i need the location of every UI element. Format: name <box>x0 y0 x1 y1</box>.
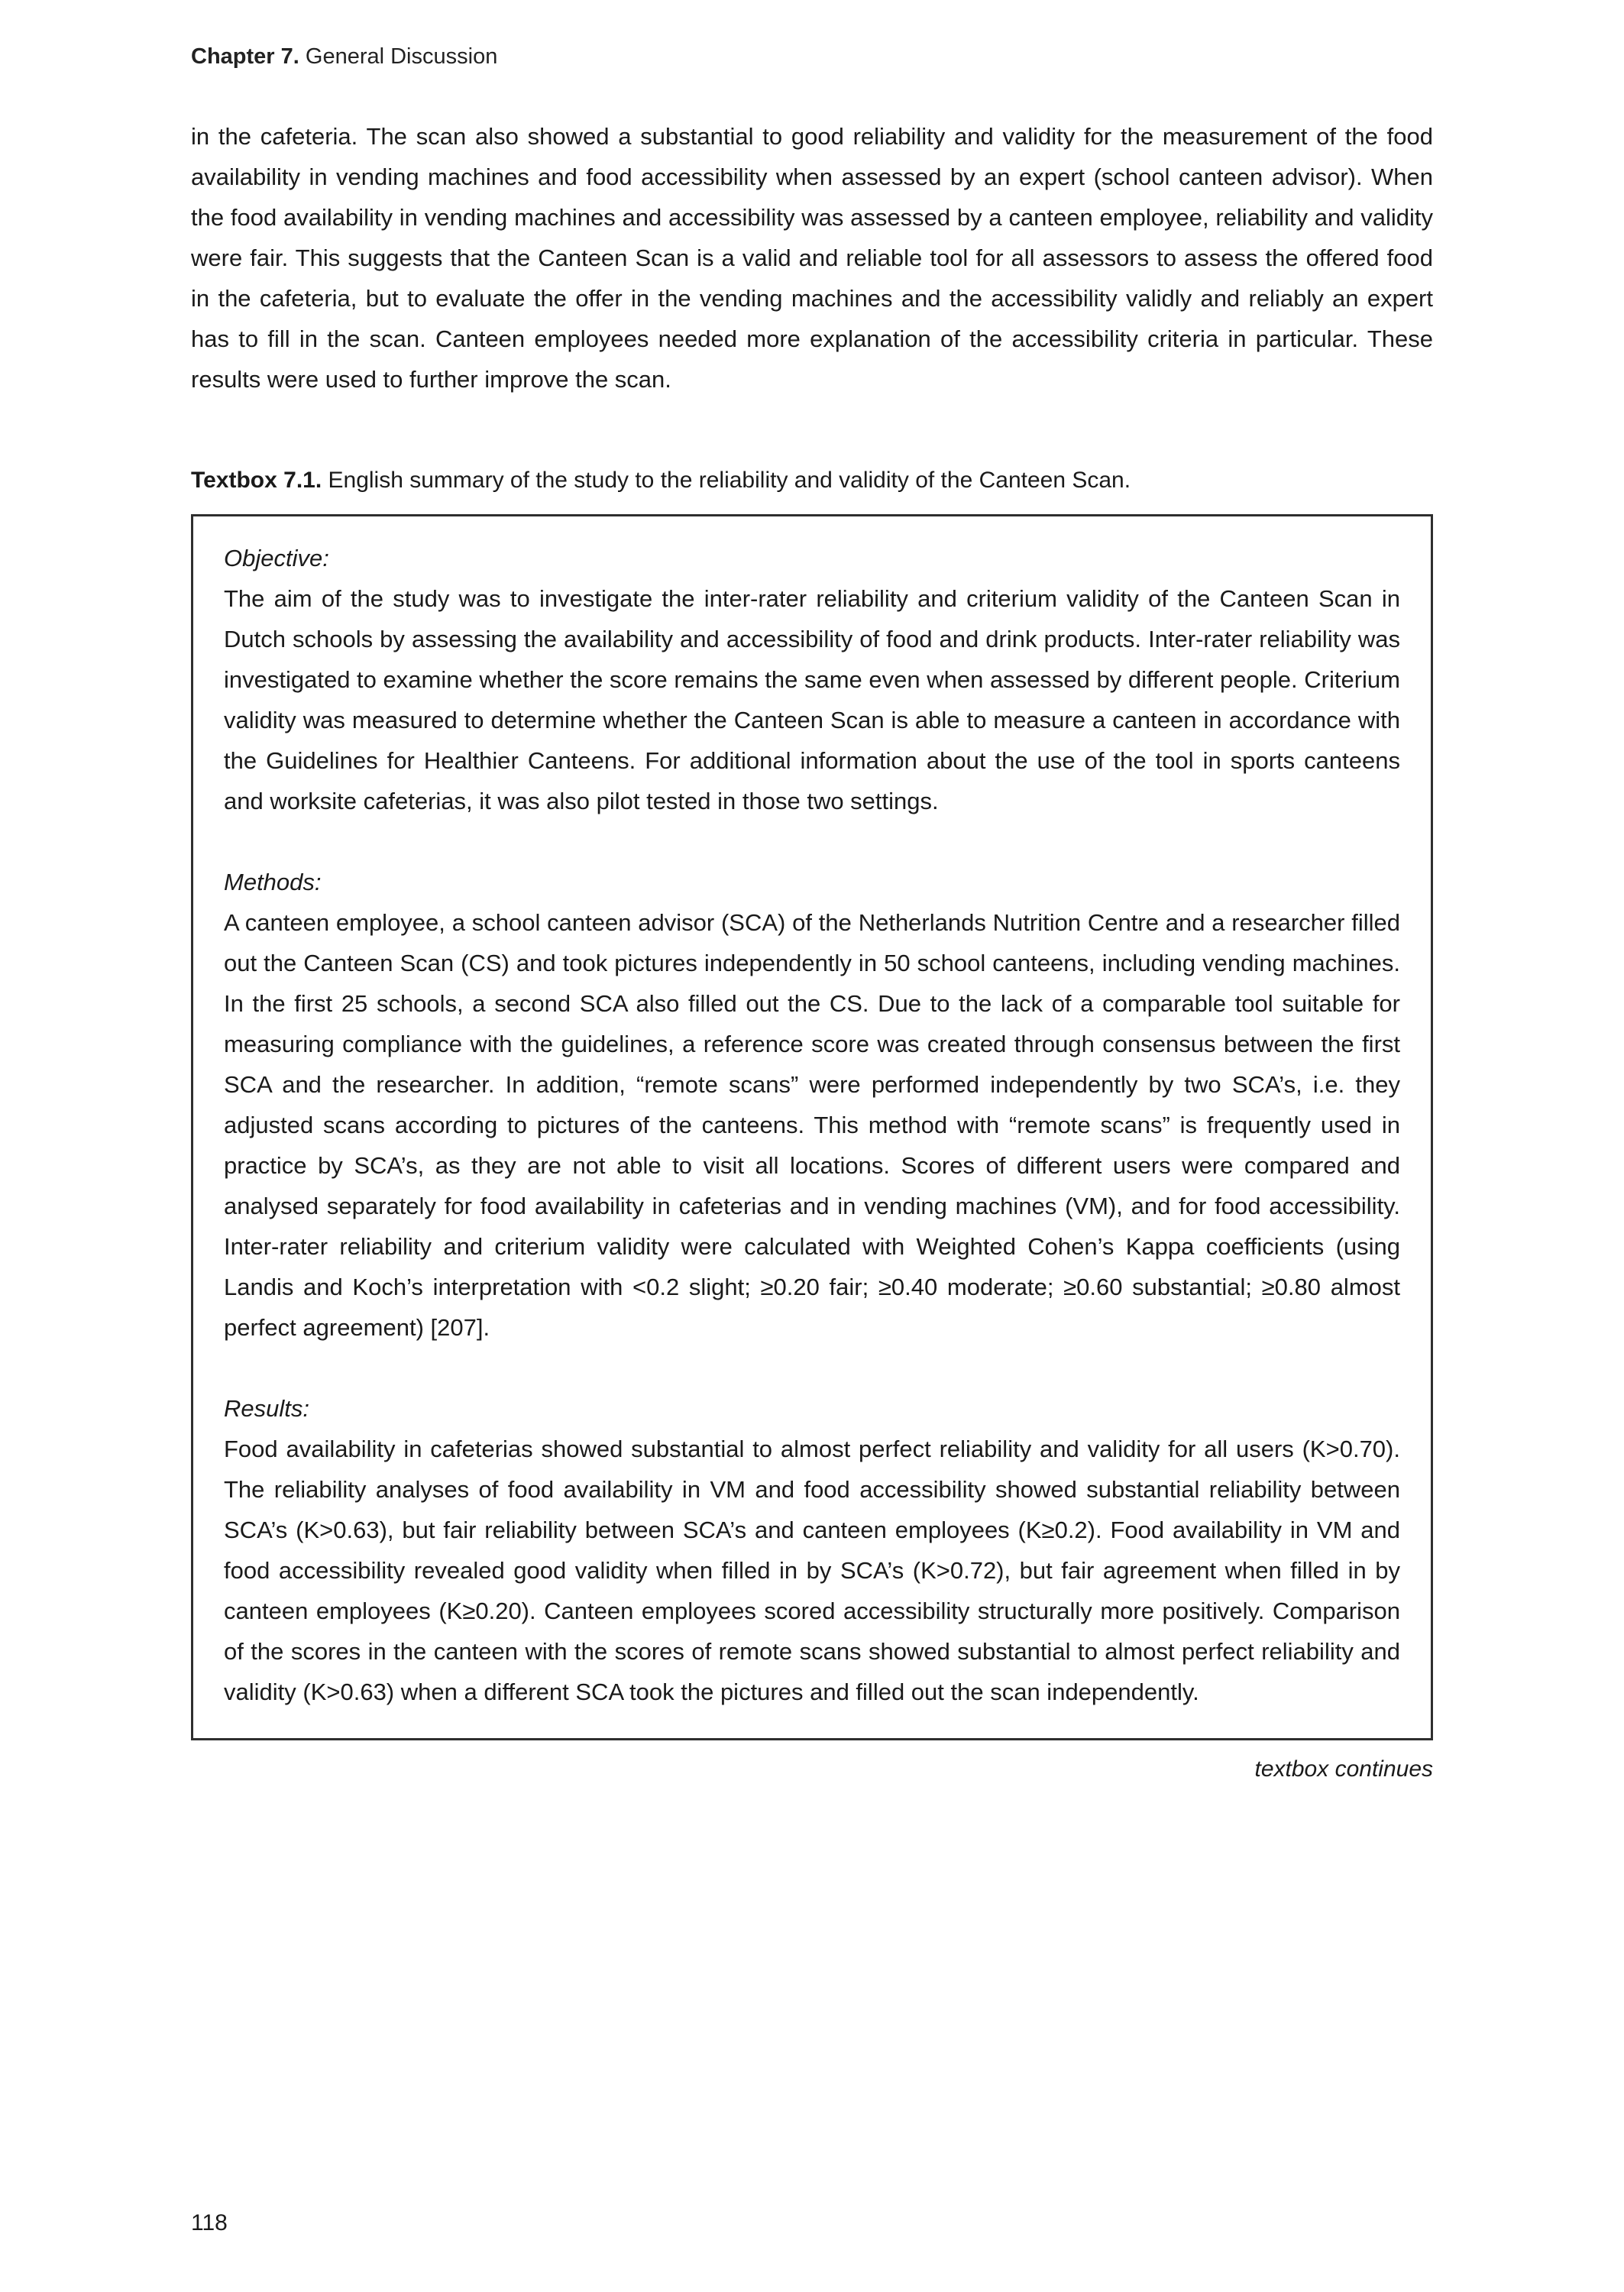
chapter-label: Chapter 7. <box>191 44 299 69</box>
section-methods-heading: Methods: <box>224 869 322 895</box>
section-objective-heading: Objective: <box>224 545 329 571</box>
page-number: 118 <box>191 2210 228 2235</box>
chapter-title: General Discussion <box>299 44 498 69</box>
textbox-caption <box>191 464 1433 497</box>
textbox-7-1 <box>191 514 1433 1740</box>
section-results-body: Food availability in cafeterias showed substantial to almost perfect reliability and validity for all users (K>0.70). The reliability analyses of food availability in VM and food accessibility showed substantial reliability between SCA’s (K>0.63), but fair reliability between SCA’s and canteen employees (K≥0.2). Food availability in VM and food accessibility revealed good validity when filled in by SCA’s (K>0.72), but fair agreement when filled in by canteen employees (K≥0.20). Canteen employees scored accessibility structurally more positively. Comparison of the scores in the canteen with the scores of remote scans showed substantial to almost perfect reliability and validity (K>0.63) when a different SCA took the pictures and filled out the scan independently. <box>224 1436 1400 1705</box>
textbox-caption-label: Textbox 7.1. <box>191 468 322 493</box>
section-methods <box>224 862 1400 1348</box>
section-results-heading: Results: <box>224 1395 309 1422</box>
textbox-caption-text: English summary of the study to the reliability and validity of the Canteen Scan. <box>322 468 1131 493</box>
intro-paragraph: in the cafeteria. The scan also showed a substantial to good reliability and validity for the measurement of the food availability in vending machines and food accessibility when assessed by an expert (school canteen advisor). When the food availability in vending machines and accessibility was assessed by a canteen employee, reliability and validity were fair. This suggests that the Canteen Scan is a valid and reliable tool for all assessors to assess the offered food in the cafeteria, but to evaluate the offer in the vending machines and the accessibility validly and reliably an expert has to fill in the scan. Canteen employees needed more explanation of the accessibility criteria in particular. These results were used to further improve the scan. <box>191 123 1433 393</box>
section-methods-body: A canteen employee, a school canteen advisor (SCA) of the Netherlands Nutrition Centre and a researcher filled out the Canteen Scan (CS) and took pictures independently in 50 school canteens, including vending machines. In the first 25 schools, a second SCA also filled out the CS. Due to the lack of a comparable tool suitable for measuring compliance with the guidelines, a reference score was created through consensus between the first SCA and the researcher. In addition, “remote scans” were performed independently by two SCA’s, i.e. they adjusted scans according to pictures of the canteens. This method with “remote scans” is frequently used in practice by SCA’s, as they are not able to visit all locations. Scores of different users were compared and analysed separately for food availability in cafeterias and in vending machines (VM), and for food accessibility. Inter-rater reliability and criterium validity were calculated with Weighted Cohen’s Kappa coefficients (using Landis and Koch’s interpretation with <0.2 slight; ≥0.20 fair; ≥0.40 moderate; ≥0.60 substantial; ≥0.80 almost perfect agreement) [207]. <box>224 909 1400 1341</box>
running-header <box>191 43 1433 70</box>
section-results <box>224 1388 1400 1712</box>
section-objective-body: The aim of the study was to investigate the inter-rater reliability and criterium validity of the Canteen Scan in Dutch schools by assessing the availability and accessibility of food and drink products. Inter-rater reliability was investigated to examine whether the score remains the same even when assessed by different people. Criterium validity was measured to determine whether the Canteen Scan is able to measure a canteen in accordance with the Guidelines for Healthier Canteens. For additional information about the use of the tool in sports canteens and worksite cafeterias, it was also pilot tested in those two settings. <box>224 585 1400 814</box>
section-objective <box>224 538 1400 821</box>
continuation-note: textbox continues <box>1254 1756 1433 1782</box>
